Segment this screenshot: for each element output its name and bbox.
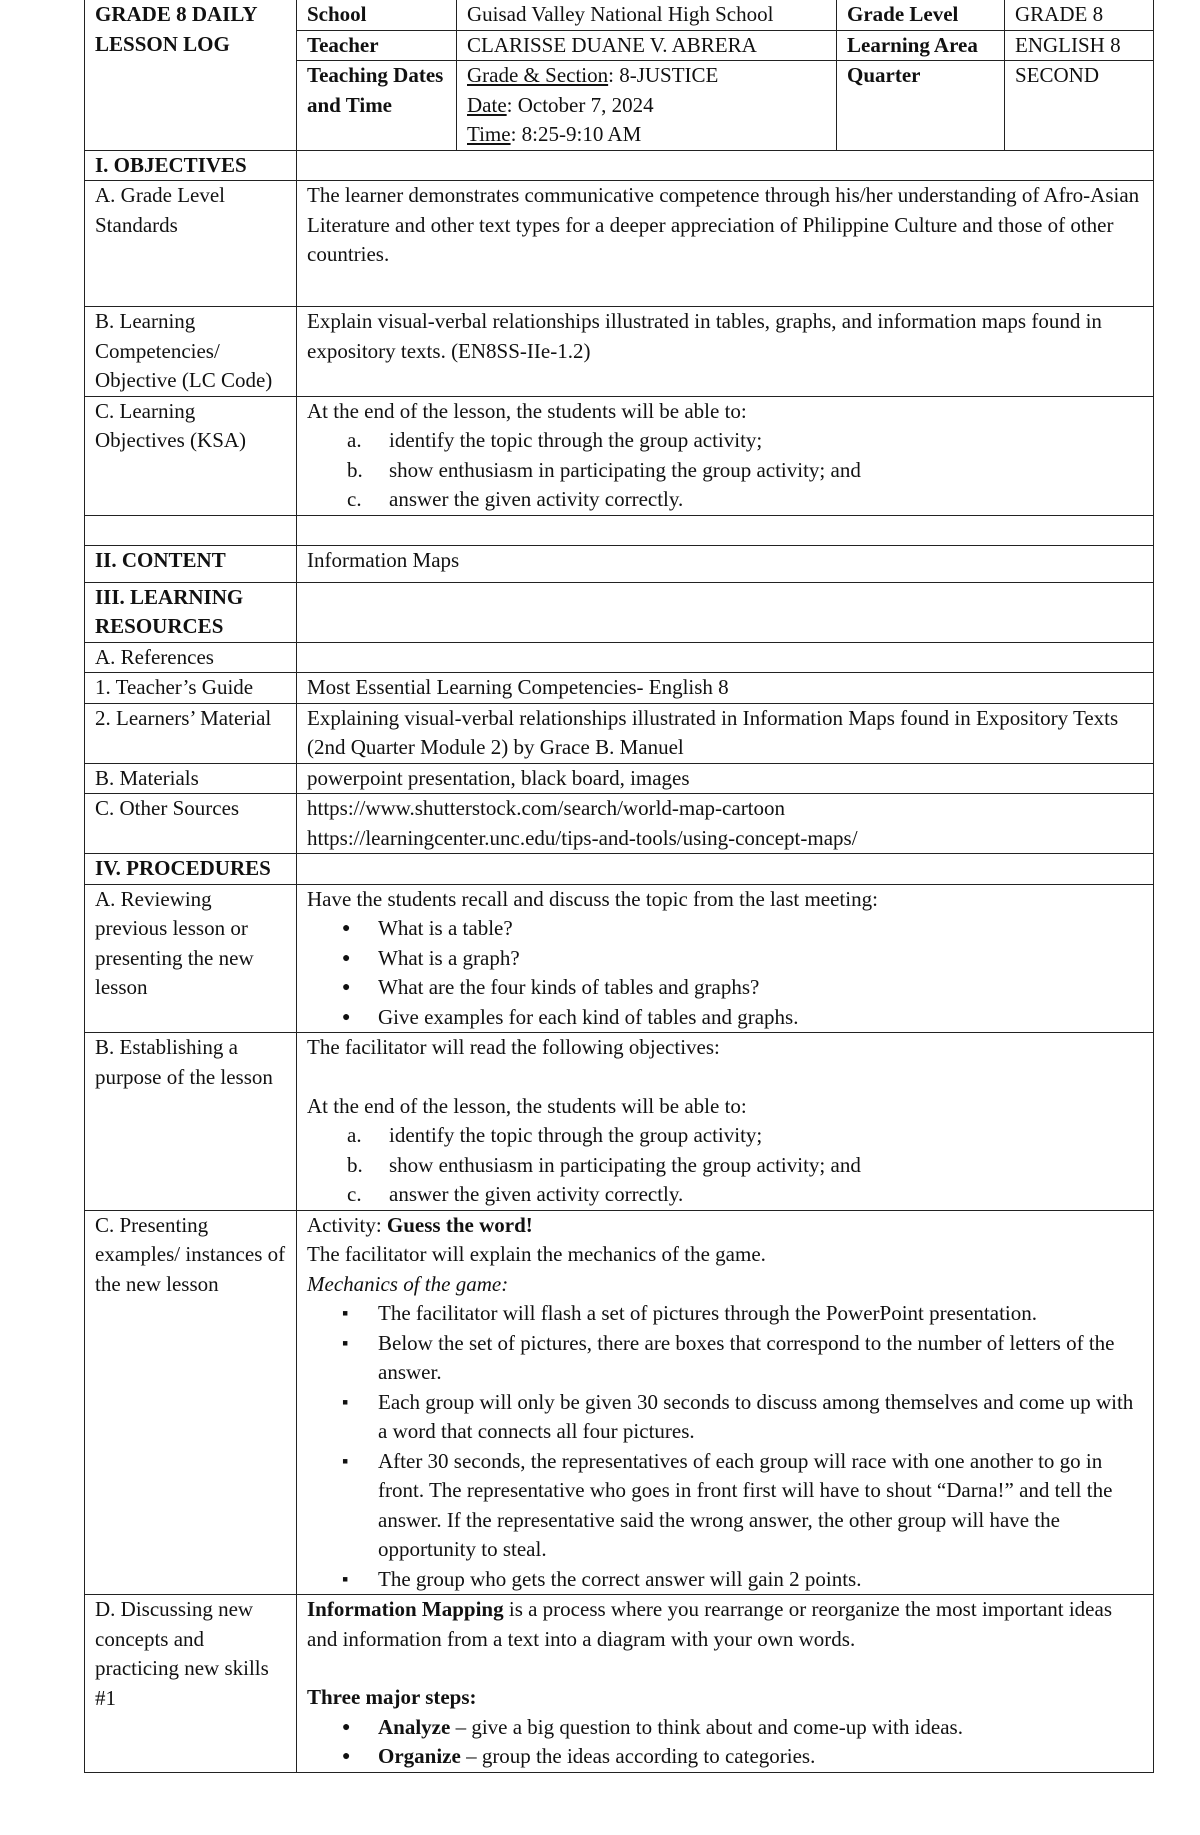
- activity-prefix: Activity:: [307, 1212, 387, 1237]
- presenting-label: C. Presenting examples/ instances of the new lesson: [85, 1210, 297, 1595]
- other-sources-row: [85, 794, 1154, 854]
- school-value: Guisad Valley National High School: [457, 0, 837, 30]
- other-sources-label: C. Other Sources: [85, 794, 297, 854]
- grade-section-value: : 8-JUSTICE: [608, 63, 719, 87]
- date-label: Date: [467, 92, 507, 117]
- list-item: a. identify the topic through the group activity;: [347, 428, 763, 452]
- info-mapping-term: Information Mapping: [307, 1597, 504, 1621]
- procedures-heading-row: [85, 854, 1154, 885]
- date-value: : October 7, 2024: [506, 92, 654, 117]
- grade-level-value: GRADE 8: [1005, 0, 1154, 30]
- list-item: ● What are the four kinds of tables and graphs?: [342, 973, 1143, 1003]
- learning-objectives-list: [307, 426, 1143, 515]
- content-value: Information Maps: [297, 545, 1154, 582]
- list-item: ▪ The group who gets the correct answer will gain 2 points.: [342, 1565, 1143, 1595]
- other-source-link: https://www.shutterstock.com/search/world-map-cartoon: [307, 796, 786, 820]
- steps-list: [307, 1713, 1143, 1772]
- learners-material-value: Explaining visual-verbal relationships illustrated in Information Maps found in Expository Texts (2nd Quarter Module 2) by Grace B. Manuel: [297, 703, 1154, 763]
- learners-material-label: 2. Learners’ Material: [85, 703, 297, 763]
- activity-explain: The facilitator will explain the mechanics of the game.: [307, 1242, 766, 1266]
- list-item: ▪ Below the set of pictures, there are boxes that correspond to the number of letters of the answer.: [342, 1329, 1143, 1388]
- quarter-label: Quarter: [837, 61, 1005, 151]
- list-item: c. answer the given activity correctly.: [347, 487, 684, 511]
- purpose-intro-2: At the end of the lesson, the students will be able to:: [307, 1093, 747, 1118]
- list-item: ● What is a table?: [342, 914, 1143, 944]
- spacer-row: [85, 515, 1154, 545]
- competencies-text: Explain visual-verbal relationships illustrated in tables, graphs, and information maps found in expository texts. (EN8SS-IIe-1.2): [297, 307, 1154, 397]
- list-item: ● Give examples for each kind of tables and graphs.: [342, 1003, 1143, 1033]
- reviewing-label: A. Reviewing previous lesson or presenting the new lesson: [85, 884, 297, 1033]
- content-heading: II. CONTENT: [85, 545, 297, 582]
- mechanics-title: Mechanics of the game:: [307, 1271, 509, 1296]
- learning-area-label: Learning Area: [837, 30, 1005, 61]
- competencies-label: B. Learning Competencies/ Objective (LC Code): [85, 307, 297, 397]
- time-label: Time: [467, 122, 511, 146]
- discussing-label: D. Discussing new concepts and practicing new skills #1: [85, 1595, 297, 1773]
- lesson-log-table: [84, 0, 1154, 1773]
- presenting-row: [85, 1210, 1154, 1595]
- teachers-guide-label: 1. Teacher’s Guide: [85, 673, 297, 704]
- references-label: A. References: [85, 642, 297, 673]
- purpose-label: B. Establishing a purpose of the lesson: [85, 1033, 297, 1211]
- teacher-value: CLARISSE DUANE V. ABRERA: [457, 30, 837, 61]
- learning-objectives-label: C. Learning Objectives (KSA): [85, 396, 297, 515]
- competencies-row: [85, 307, 1154, 397]
- dates-value: [457, 61, 837, 151]
- activity-title: Guess the word!: [386, 1212, 533, 1237]
- purpose-row: [85, 1033, 1154, 1211]
- materials-label: B. Materials: [85, 763, 297, 794]
- teachers-guide-value: Most Essential Learning Competencies- English 8: [297, 673, 1154, 704]
- list-item: ▪ Each group will only be given 30 seconds to discuss among themselves and come up with a word that connects all four pictures.: [342, 1388, 1143, 1447]
- list-item: ● Analyze – give a big question to think about and come-up with ideas.: [342, 1713, 1143, 1743]
- learners-material-row: [85, 703, 1154, 763]
- procedures-heading: IV. PROCEDURES: [85, 854, 297, 885]
- objectives-heading-row: [85, 150, 1154, 181]
- resources-heading: III. LEARNING RESOURCES: [85, 582, 297, 642]
- grade-level-standards-row: [85, 181, 1154, 307]
- references-row: [85, 642, 1154, 673]
- school-label: School: [297, 0, 457, 30]
- teachers-guide-row: [85, 673, 1154, 704]
- list-item: ● Organize – group the ideas according to categories.: [342, 1742, 1143, 1772]
- dates-label: Teaching Dates and Time: [297, 61, 457, 151]
- header-row-school: [85, 0, 1154, 30]
- materials-row: [85, 763, 1154, 794]
- teacher-label: Teacher: [297, 30, 457, 61]
- list-item: b. show enthusiasm in participating the group activity; and: [347, 457, 861, 482]
- other-source-link: https://learningcenter.unc.edu/tips-and-tools/using-concept-maps/: [307, 825, 858, 850]
- mechanics-list: [307, 1299, 1143, 1594]
- objectives-heading: I. OBJECTIVES: [85, 150, 297, 181]
- info-mapping-def: is a process where you rearrange or reorganize the most important ideas and information from a text into a diagram with your own words.: [307, 1597, 1112, 1651]
- learning-area-value: ENGLISH 8: [1005, 30, 1154, 61]
- learning-objectives-row: [85, 396, 1154, 515]
- purpose-intro: The facilitator will read the following objectives:: [307, 1035, 720, 1059]
- grade-section-label: Grade & Section: [467, 63, 609, 87]
- discussing-row: [85, 1595, 1154, 1773]
- list-item: c. answer the given activity correctly.: [347, 1182, 684, 1206]
- purpose-list: [307, 1121, 1143, 1210]
- standards-label: A. Grade Level Standards: [85, 181, 297, 307]
- resources-heading-row: [85, 582, 1154, 642]
- learning-objectives-intro: At the end of the lesson, the students will be able to:: [307, 398, 747, 423]
- content-row: [85, 545, 1154, 582]
- list-item: ▪ After 30 seconds, the representatives of each group will race with one another to go in front. The representative who goes in front first will have to shout “Darna!” and tell the answer. If the representative said the wrong answer, the other group will have the opportunity to steal.: [342, 1447, 1143, 1565]
- materials-value: powerpoint presentation, black board, images: [297, 763, 1154, 794]
- list-item: b. show enthusiasm in participating the group activity; and: [347, 1152, 861, 1177]
- doc-title: GRADE 8 DAILY LESSON LOG: [85, 0, 297, 150]
- reviewing-list: [307, 914, 1143, 1032]
- list-item: a. identify the topic through the group activity;: [347, 1123, 763, 1147]
- grade-level-label: Grade Level: [837, 0, 1005, 30]
- quarter-value: SECOND: [1005, 61, 1154, 151]
- steps-title: Three major steps:: [307, 1685, 477, 1709]
- list-item: ▪ The facilitator will flash a set of pictures through the PowerPoint presentation.: [342, 1299, 1143, 1329]
- standards-text: The learner demonstrates communicative competence through his/her understanding of Afro-Asian Literature and other text types for a deeper appreciation of Philippine Culture and those of other countries.: [297, 181, 1154, 307]
- reviewing-row: [85, 884, 1154, 1033]
- list-item: ● What is a graph?: [342, 944, 1143, 974]
- time-value: : 8:25-9:10 AM: [510, 122, 642, 146]
- reviewing-intro: Have the students recall and discuss the topic from the last meeting:: [307, 886, 878, 911]
